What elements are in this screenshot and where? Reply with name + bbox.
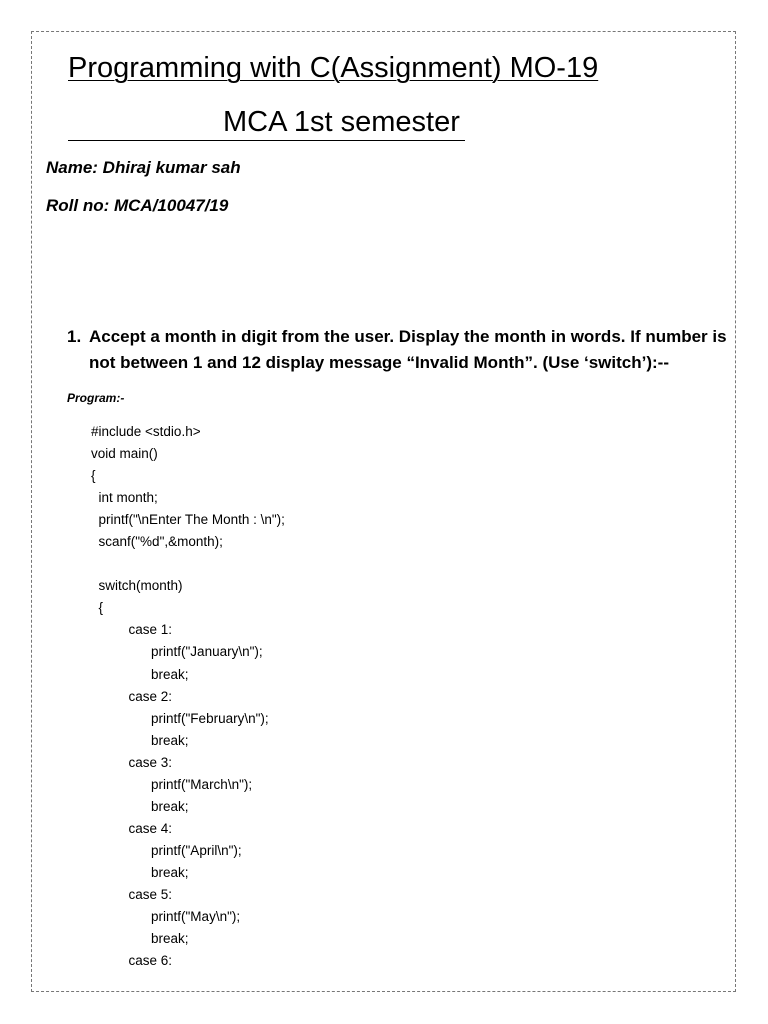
subtitle-underline: [68, 104, 465, 141]
roll-number: Roll no: MCA/10047/19: [46, 196, 229, 215]
question-text: Accept a month in digit from the user. Display the month in words. If number is not between 1 and 12 display message “Invalid Month”. (Use ‘switch’):--: [89, 327, 727, 372]
document-title: Programming with C(Assignment) MO-19: [68, 52, 599, 84]
question-item: [67, 324, 727, 376]
document-subtitle: MCA 1st semester: [223, 106, 460, 138]
question-number: 1.: [67, 327, 82, 346]
program-label: Program:-: [67, 391, 125, 405]
program-code: #include <stdio.h> void main() { int month; printf("\nEnter The Month : \n"); scanf("%d",&month); switch(month) { case 1: printf("January\n"); break; case 2: printf("February\n"); break; case 3: printf("March\n"); break; case 4: printf("April\n"); break; case 5: printf("May\n"); break; case 6:: [91, 424, 285, 969]
student-name: Name: Dhiraj kumar sah: [46, 158, 241, 177]
